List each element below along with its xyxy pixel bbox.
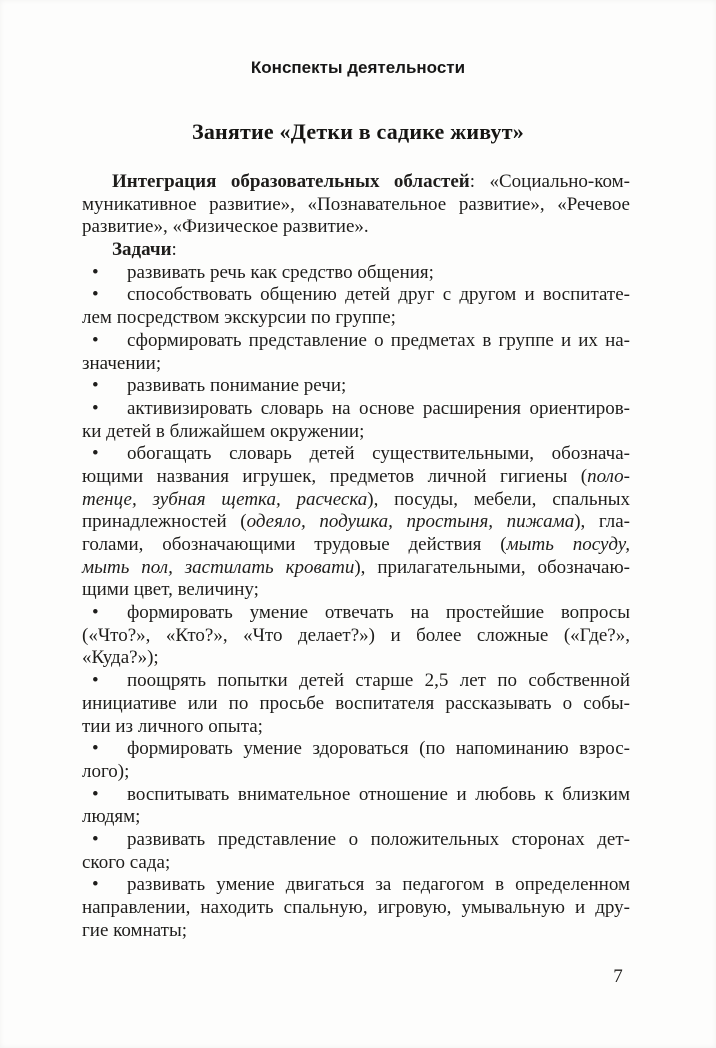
text-line	[82, 897, 630, 920]
bullet-marker: •	[92, 329, 99, 351]
text-segment: одеяло, подушка, простыня, пижама	[246, 511, 575, 533]
text-segment: развивать представление о положительных сторонах дет-	[127, 828, 630, 850]
bullet-line	[82, 262, 630, 285]
text-line	[82, 307, 630, 330]
text-line	[82, 852, 630, 875]
bullet-line	[82, 375, 630, 398]
text-line	[82, 647, 630, 670]
text-segment: ), гла-	[574, 511, 630, 533]
text-segment: гие комнаты;	[82, 919, 188, 941]
body-text	[82, 171, 630, 942]
bullet-line	[82, 738, 630, 761]
text-line	[82, 466, 630, 489]
text-line	[82, 353, 630, 376]
text-segment: ), прилагательными, обозначаю-	[354, 556, 631, 578]
text-segment: тенце, зубная щетка, расческа	[82, 488, 368, 510]
text-line	[82, 216, 630, 239]
text-segment: способствовать общению детей друг с другом и воспитате-	[127, 284, 630, 306]
page-title: Занятие «Детки в садике живут»	[192, 119, 524, 144]
text-line	[82, 194, 630, 217]
bullet-line	[82, 784, 630, 807]
text-segment: ки детей в ближайшем окружении;	[82, 420, 365, 442]
text-segment: «Куда?»);	[82, 647, 159, 669]
bullet-marker: •	[92, 670, 99, 692]
bullet-line	[82, 602, 630, 625]
bullet-marker: •	[92, 828, 99, 850]
running-head: Конспекты деятельности	[250, 58, 466, 77]
bullet-marker: •	[92, 284, 99, 306]
text-line	[82, 489, 630, 512]
text-line	[82, 239, 630, 262]
text-line	[82, 171, 630, 194]
bullet-line	[82, 284, 630, 307]
text-segment: людям;	[82, 806, 141, 828]
text-segment: :	[171, 239, 177, 261]
bullet-marker: •	[92, 261, 99, 283]
text-line	[82, 806, 630, 829]
text-segment: активизировать словарь на основе расширения ориентиров-	[127, 397, 630, 419]
bullet-marker: •	[92, 602, 99, 624]
text-segment: мыть пол, застилать кровати	[82, 556, 355, 578]
bullet-line	[82, 829, 630, 852]
text-segment: («Что?», «Кто?», «Что делает?») и более сложные («Где?»,	[82, 624, 630, 646]
text-line	[82, 693, 630, 716]
text-segment: мыть посуду,	[506, 534, 631, 555]
text-segment: принадлежностей (	[82, 511, 247, 533]
text-segment: Интеграция образовательных областей	[112, 171, 470, 192]
text-segment: обогащать словарь детей существительными, обознача-	[127, 443, 630, 465]
text-line	[82, 511, 630, 534]
text-segment: развивать умение двигаться за педагогом в определенном	[127, 874, 630, 896]
bullet-marker: •	[92, 443, 99, 465]
text-segment: муникативное развитие», «Познавательное развитие», «Речевое	[82, 193, 630, 215]
text-segment: Задачи	[112, 239, 172, 261]
text-segment: поощрять попытки детей старше 2,5 лет по собственной	[127, 670, 630, 692]
text-segment: значении;	[82, 352, 162, 374]
text-line	[82, 557, 630, 580]
text-segment: воспитывать внимательное отношение и любовь к близким	[127, 783, 630, 805]
text-segment: ), посуды, мебели, спальных	[367, 488, 630, 510]
text-segment: формировать умение здороваться (по напоминанию взрос-	[127, 738, 630, 760]
text-segment: : «Социально-ком-	[469, 171, 630, 192]
bullet-line	[82, 443, 630, 466]
bullet-line	[82, 670, 630, 693]
text-line	[82, 761, 630, 784]
text-segment: направлении, находить спальную, игровую, умывальную и дру-	[82, 897, 630, 918]
text-line	[82, 716, 630, 739]
text-segment: сформировать представление о предметах в группе и их на-	[127, 329, 630, 351]
bullet-marker: •	[92, 738, 99, 760]
text-segment: лого);	[82, 760, 130, 782]
bullet-marker: •	[92, 397, 99, 419]
text-segment: щими цвет, величину;	[82, 579, 259, 601]
text-segment: развитие», «Физическое развитие».	[82, 216, 369, 238]
text-segment: ющими названия игрушек, предметов личной гигиены (	[82, 465, 588, 487]
bullet-marker: •	[92, 874, 99, 896]
text-line	[82, 625, 630, 648]
bullet-line	[82, 874, 630, 897]
bullet-line	[82, 330, 630, 353]
text-line	[82, 920, 630, 943]
text-segment: инициативе или по просьбе воспитателя рассказывать о собы-	[82, 692, 630, 714]
bullet-marker: •	[92, 375, 99, 397]
text-segment: ского сада;	[82, 851, 171, 873]
text-segment: поло-	[587, 465, 630, 487]
text-segment: лем посредством экскурсии по группе;	[82, 307, 396, 329]
text-line	[82, 579, 630, 602]
page-number: 7	[613, 966, 623, 987]
text-segment: голами, обозначающими трудовые действия (	[82, 534, 507, 555]
text-line	[82, 534, 630, 557]
text-segment: формировать умение отвечать на простейшие вопросы	[127, 602, 630, 624]
text-line	[82, 421, 630, 444]
bullet-marker: •	[92, 783, 99, 805]
text-segment: тии из личного опыта;	[82, 715, 263, 737]
text-segment: развивать речь как средство общения;	[127, 261, 434, 283]
text-segment: развивать понимание речи;	[127, 375, 347, 397]
bullet-line	[82, 398, 630, 421]
